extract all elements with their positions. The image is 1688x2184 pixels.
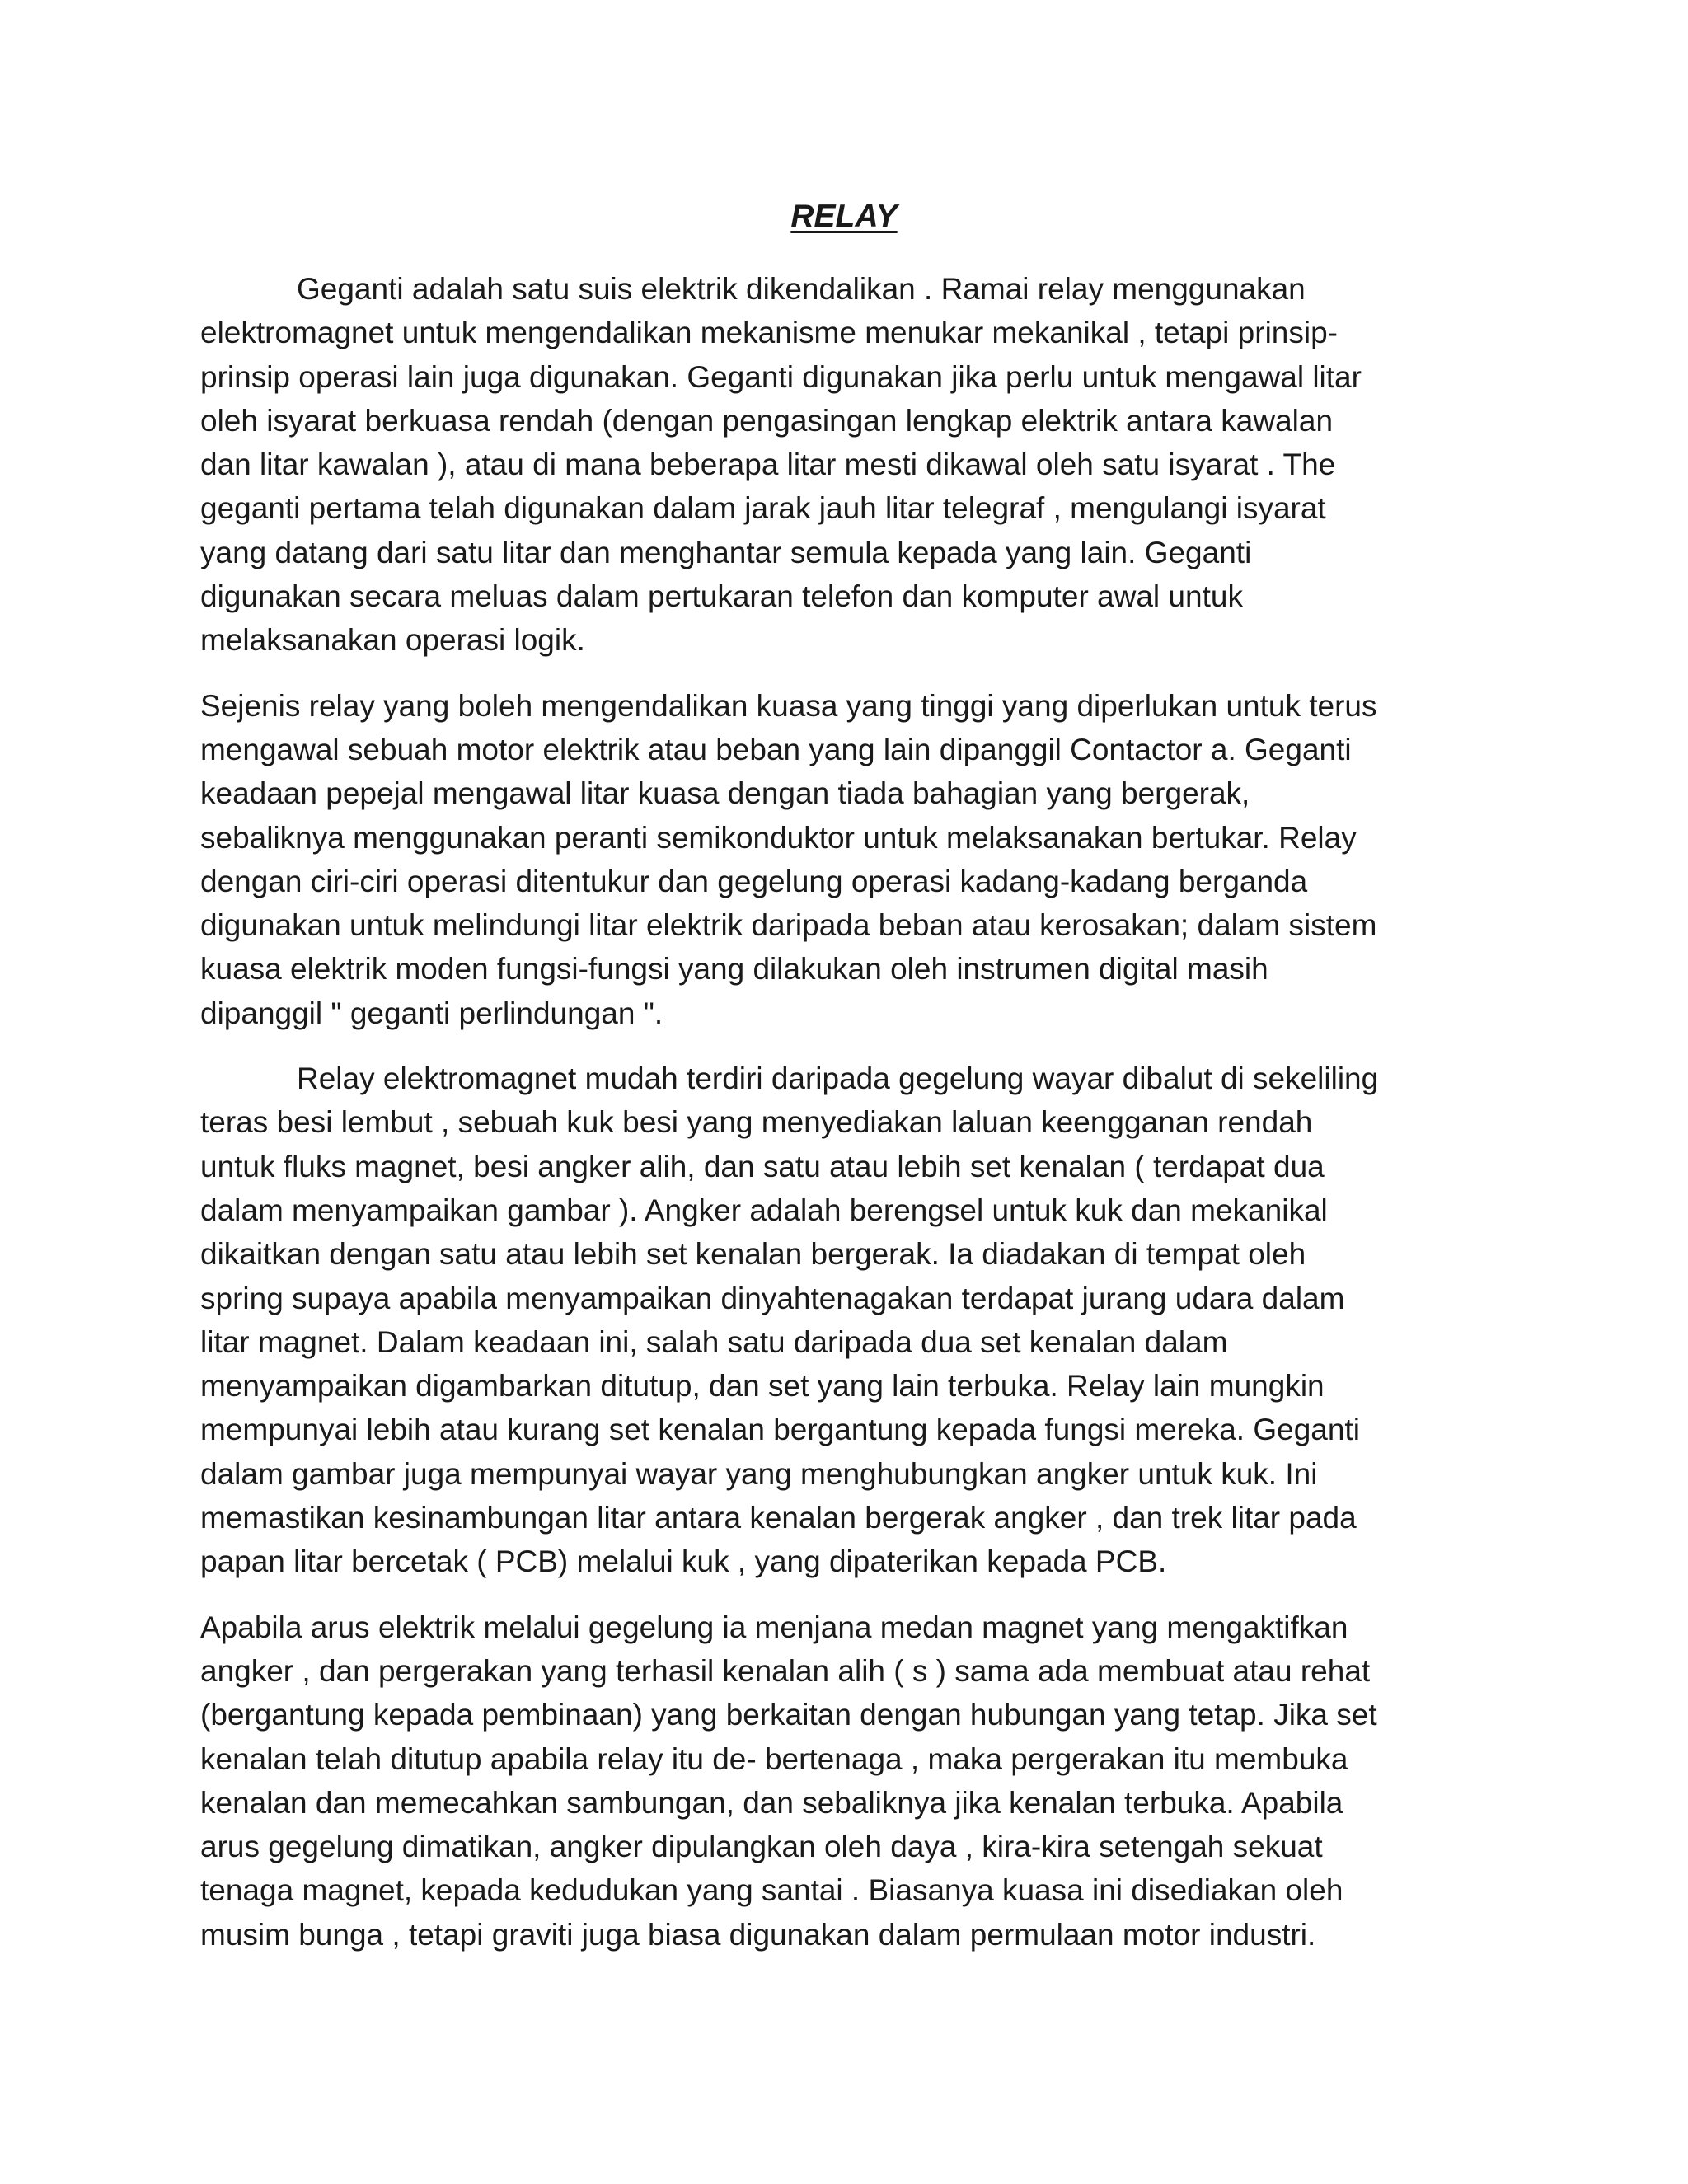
text-line: keadaan pepejal mengawal litar kuasa dengan tiada bahagian yang bergerak,	[200, 776, 1250, 811]
text-line: kuasa elektrik moden fungsi-fungsi yang dilakukan oleh instrumen digital masih	[200, 952, 1268, 987]
text-line: dengan ciri-ciri operasi ditentukur dan gegelung operasi kadang-kadang berganda	[200, 864, 1308, 898]
text-line: dipanggil " geganti perlindungan ".	[200, 996, 663, 1030]
text-line: memastikan kesinambungan litar antara kenalan bergerak angker , dan trek litar pada	[200, 1501, 1357, 1535]
text-line: melaksanakan operasi logik.	[200, 623, 585, 658]
text-line: prinsip operasi lain juga digunakan. Geganti digunakan jika perlu untuk mengawal litar	[200, 359, 1362, 394]
text-line: angker , dan pergerakan yang terhasil kenalan alih ( s ) sama ada membuat atau rehat	[200, 1653, 1371, 1688]
text-line: tenaga magnet, kepada kedudukan yang santai . Biasanya kuasa ini disediakan oleh	[200, 1873, 1343, 1908]
text-line: Apabila arus elektrik melalui gegelung ia menjana medan magnet yang mengaktifkan	[200, 1610, 1348, 1644]
text-line: elektromagnet untuk mengendalikan mekanisme menukar mekanikal , tetapi prinsip-	[200, 316, 1338, 350]
text-line: teras besi lembut , sebuah kuk besi yang menyediakan laluan keengganan rendah	[200, 1105, 1313, 1140]
text-line: papan litar bercetak ( PCB) melalui kuk , yang dipaterikan kepada PCB.	[200, 1544, 1167, 1579]
text-line: arus gegelung dimatikan, angker dipulangkan oleh daya , kira-kira setengah sekuat	[200, 1830, 1323, 1864]
text-line: menyampaikan digambarkan ditutup, dan set yang lain terbuka. Relay lain mungkin	[200, 1369, 1325, 1404]
text-line: musim bunga , tetapi graviti juga biasa digunakan dalam permulaan motor industri.	[200, 1917, 1316, 1952]
text-line: litar magnet. Dalam keadaan ini, salah satu daripada dua set kenalan dalam	[200, 1324, 1228, 1359]
text-line: Sejenis relay yang boleh mengendalikan kuasa yang tinggi yang diperlukan untuk terus	[200, 688, 1377, 723]
text-line: untuk fluks magnet, besi angker alih, dan satu atau lebih set kenalan ( terdapat dua	[200, 1149, 1325, 1183]
document-body	[200, 267, 1490, 1978]
text-line: dikaitkan dengan satu atau lebih set kenalan bergerak. Ia diadakan di tempat oleh	[200, 1237, 1306, 1272]
text-line: kenalan telah ditutup apabila relay itu de- bertenaga , maka pergerakan itu membuka	[200, 1741, 1348, 1776]
text-line: mengawal sebuah motor elektrik atau beban yang lain dipanggil Contactor a. Geganti	[200, 732, 1352, 766]
text-line: mempunyai lebih atau kurang set kenalan bergantung kepada fungsi mereka. Geganti	[200, 1413, 1360, 1447]
text-line: oleh isyarat berkuasa rendah (dengan pengasingan lengkap elektrik antara kawalan	[200, 403, 1334, 438]
text-line: sebaliknya menggunakan peranti semikonduktor untuk melaksanakan bertukar. Relay	[200, 820, 1357, 855]
text-line: geganti pertama telah digunakan dalam jarak jauh litar telegraf , mengulangi isyarat	[200, 491, 1326, 526]
text-line: (bergantung kepada pembinaan) yang berkaitan dengan hubungan yang tetap. Jika set	[200, 1698, 1377, 1732]
document-title: RELAY	[790, 199, 898, 234]
paragraph-1	[200, 267, 1490, 663]
text-line: Geganti adalah satu suis elektrik dikendalikan . Ramai relay menggunakan	[297, 272, 1306, 306]
text-line: digunakan secara meluas dalam pertukaran telefon dan komputer awal untuk	[200, 579, 1243, 614]
text-line: dalam menyampaikan gambar ). Angker adalah berengsel untuk kuk dan mekanikal	[200, 1193, 1328, 1227]
text-line: kenalan dan memecahkan sambungan, dan sebaliknya jika kenalan terbuka. Apabila	[200, 1785, 1343, 1820]
text-line: dan litar kawalan ), atau di mana beberapa litar mesti dikawal oleh satu isyarat . The	[200, 448, 1336, 482]
paragraph-4	[200, 1605, 1490, 1957]
text-line: digunakan untuk melindungi litar elektrik daripada beban atau kerosakan; dalam sistem	[200, 908, 1377, 943]
text-line: yang datang dari satu litar dan menghantar semula kepada yang lain. Geganti	[200, 535, 1252, 569]
paragraph-3	[200, 1057, 1490, 1584]
text-line: spring supaya apabila menyampaikan dinyahtenagakan terdapat jurang udara dalam	[200, 1281, 1345, 1315]
text-line: Relay elektromagnet mudah terdiri daripada gegelung wayar dibalut di sekeliling	[297, 1062, 1379, 1096]
text-line: dalam gambar juga mempunyai wayar yang menghubungkan angker untuk kuk. Ini	[200, 1456, 1318, 1491]
paragraph-2	[200, 684, 1490, 1035]
